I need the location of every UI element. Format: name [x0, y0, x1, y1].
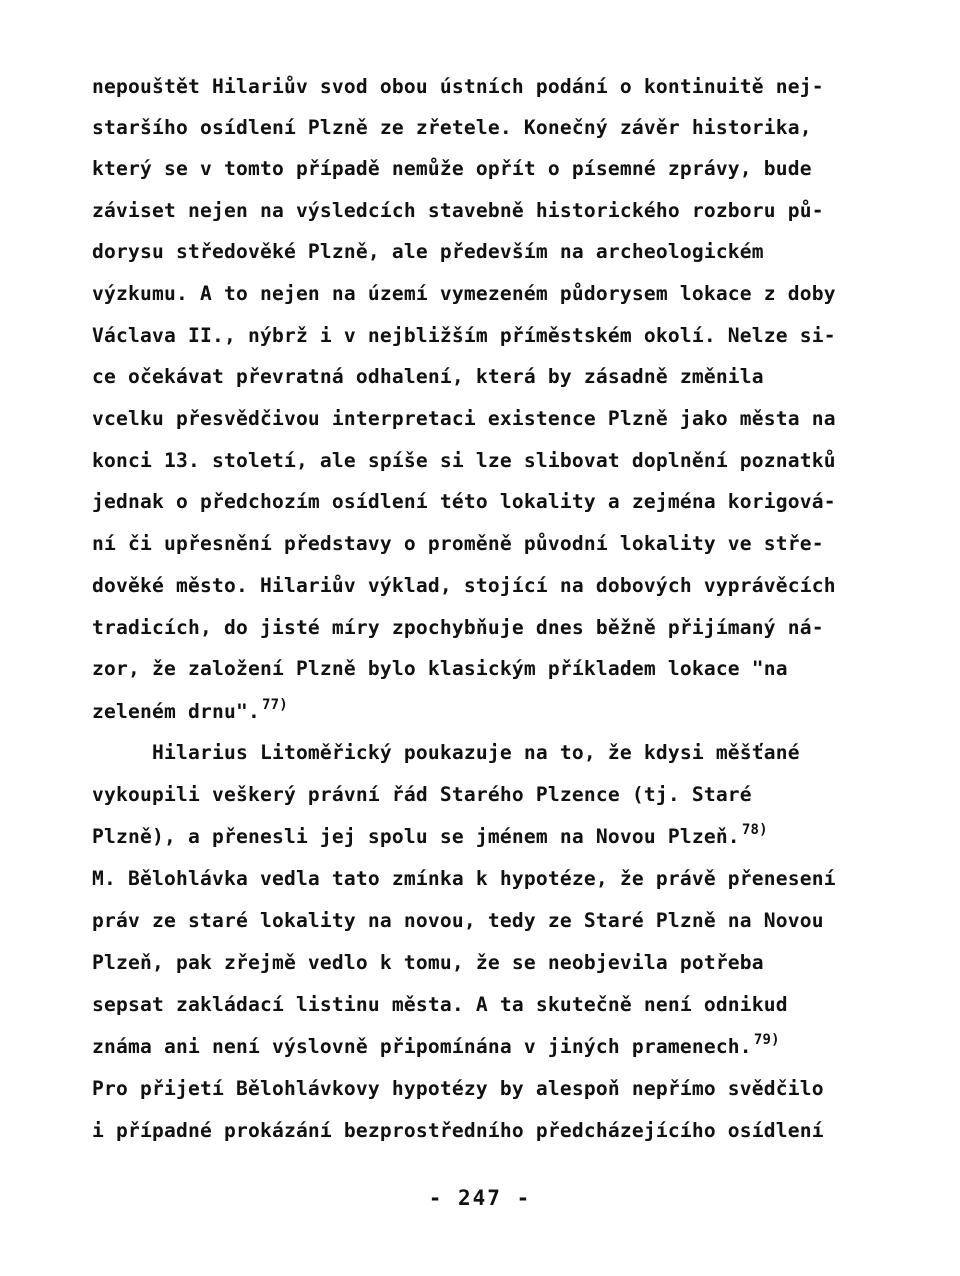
text-line: i případné prokázání bezprostředního předcházejícího osídlení [92, 1119, 824, 1142]
text-line: Plzeň, pak zřejmě vedlo k tomu, že se neobjevila potřeba [92, 951, 764, 974]
text-line [92, 1032, 780, 1062]
text-line-content: zeleném drnu". [92, 700, 260, 723]
text-line: konci 13. století, ale spíše si lze slibovat doplnění poznatků [92, 449, 836, 472]
footnote-marker: 79) [753, 1032, 780, 1048]
text-line [92, 697, 288, 727]
text-line: M. Bělohlávka vedla tato zmínka k hypotéze, že právě přenesení [92, 867, 836, 890]
text-line-content: Plzně), a přenesli jej spolu se jménem na Novou Plzeň. [92, 825, 740, 848]
text-line: staršího osídlení Plzně ze zřetele. Konečný závěr historika, [92, 116, 812, 139]
text-line: který se v tomto případě nemůže opřít o písemné zprávy, bude [92, 157, 812, 180]
text-line: výzkumu. A to nejen na území vymezeném půdorysem lokace z doby [92, 282, 836, 305]
text-line: Hilarius Litoměřický poukazuje na to, že kdysi měšťané [92, 741, 800, 764]
text-line: práv ze staré lokality na novou, tedy ze Staré Plzně na Novou [92, 909, 824, 932]
text-line-content: známa ani není výslovně připomínána v jiných pramenech. [92, 1035, 752, 1058]
text-line: dověké město. Hilariův výklad, stojící na dobových vyprávěcích [92, 574, 836, 597]
text-line: Václava II., nýbrž i v nejbližším příměstském okolí. Nelze si- [92, 324, 836, 347]
text-line: vcelku přesvědčivou interpretaci existence Plzně jako města na [92, 407, 836, 430]
text-line: Pro přijetí Bělohlávkovy hypotézy by alespoň nepřímo svědčilo [92, 1077, 824, 1100]
text-line: ce očekávat převratná odhalení, která by zásadně změnila [92, 365, 764, 388]
text-line: zor, že založení Plzně bylo klasickým příkladem lokace "na [92, 657, 788, 680]
page-number: - 247 - [428, 1186, 532, 1210]
footnote-marker: 78) [741, 822, 768, 838]
footnote-marker: 77) [261, 697, 288, 713]
text-line: sepsat zakládací listinu města. A ta skutečně není odnikud [92, 993, 788, 1016]
text-line: nepouštět Hilariův svod obou ústních podání o kontinuitě nej- [92, 75, 824, 98]
text-line: ní či upřesnění představy o proměně původní lokality ve stře- [92, 532, 824, 555]
text-line: dorysu středověké Plzně, ale především na archeologickém [92, 240, 764, 263]
text-line [92, 822, 768, 852]
text-line: tradicích, do jisté míry zpochybňuje dnes běžně přijímaný ná- [92, 616, 824, 639]
text-line: jednak o předchozím osídlení této lokality a zejména korigová- [92, 490, 836, 513]
text-line: záviset nejen na výsledcích stavebně historického rozboru pů- [92, 199, 824, 222]
text-line: vykoupili veškerý právní řád Starého Plzence (tj. Staré [92, 783, 752, 806]
